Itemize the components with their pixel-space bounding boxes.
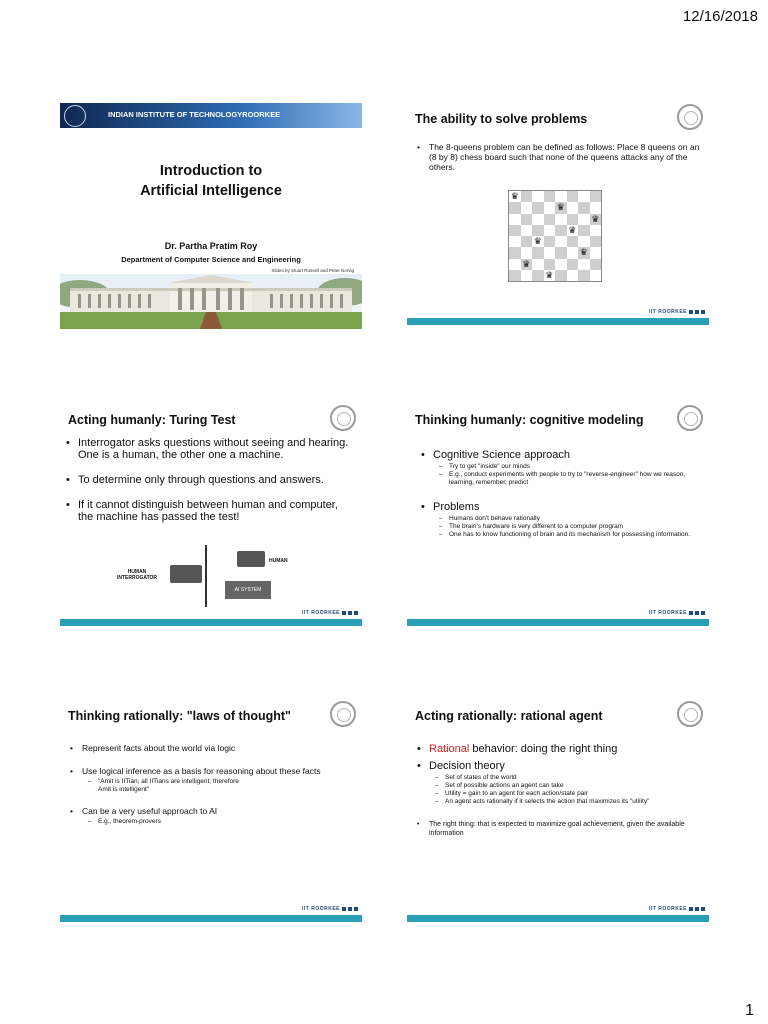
chessboard-square (567, 236, 579, 247)
chessboard-square (590, 225, 602, 236)
slide-3 (60, 401, 362, 626)
accent-bar (407, 915, 709, 922)
author: Dr. Partha Pratim Roy (164, 241, 258, 251)
chessboard-square (521, 225, 533, 236)
chessboard-square (567, 214, 579, 225)
chessboard-square (578, 225, 590, 236)
divider-wall (205, 545, 207, 607)
list-item: – An agent acts rationally if it selects the action that maximizes its "utility" (435, 798, 699, 806)
chessboard-square (567, 202, 579, 213)
institute-seal-icon (677, 701, 703, 727)
chessboard-square (532, 247, 544, 258)
list-item: – Utility = gain to an agent for each action/state pair (435, 790, 699, 798)
chessboard-square (555, 214, 567, 225)
slide-3-title: Acting humanly: Turing Test (68, 413, 236, 427)
chessboard-square (567, 270, 579, 281)
queen-icon: ♛ (579, 247, 588, 258)
chessboard-square (521, 202, 533, 213)
slide-1-title: Introduction to Artificial Intelligence (140, 163, 282, 199)
footer-brand: IIT ROORKEE (649, 610, 705, 616)
slide-6 (407, 697, 709, 922)
slide-5-title: Thinking rationally: "laws of thought" (68, 709, 291, 723)
slide-4-title: Thinking humanly: cognitive modeling (415, 413, 644, 427)
chessboard-square (544, 191, 556, 202)
building-photo (60, 274, 362, 329)
list-item: • Interrogator asks questions without seeing and hearing. One is a human, the other one a machine. (66, 437, 356, 461)
list-item: • The right thing: that is expected to maximize goal achievement, given the available information (417, 820, 699, 838)
chessboard-square (544, 214, 556, 225)
credit: Slides by Stuart Russell and Peter Norvig (271, 268, 354, 273)
slide-3-bullets (66, 437, 356, 523)
chessboard-square (578, 247, 590, 258)
list-item: – Set of possible actions an agent can take (435, 782, 699, 790)
interrogator-label: HUMAN INTERROGATOR (116, 569, 158, 581)
chessboard-square (509, 191, 521, 202)
slide-2-bullet: • The 8-queens problem can be defined as follows: Place 8 queens on an (8 by 8) chess board such that none of the queens attacks any of the others. (417, 142, 709, 172)
chessboard-square (521, 214, 533, 225)
chessboard-square (521, 191, 533, 202)
queen-icon: ♛ (522, 258, 531, 269)
slide-4 (407, 401, 709, 626)
chessboard-square (509, 202, 521, 213)
institute-seal-icon (330, 405, 356, 431)
chessboard-square (555, 270, 567, 281)
chessboard-square (590, 259, 602, 270)
chessboard-square (555, 259, 567, 270)
footer-brand: IIT ROORKEE (302, 610, 358, 616)
accent-bar (407, 318, 709, 325)
department: Department of Computer Science and Engineering (121, 255, 301, 264)
queen-icon: ♛ (568, 224, 577, 235)
chessboard-square (509, 259, 521, 270)
list-item: – One has to know functioning of brain and its mechanism for possessing information. (439, 531, 697, 539)
turing-diagram (110, 545, 310, 607)
chessboard-square (590, 202, 602, 213)
sub-list (417, 774, 699, 806)
chessboard-square (544, 236, 556, 247)
chessboard-square (544, 270, 556, 281)
chessboard-square (521, 236, 533, 247)
list-item: – Set of states of the world (435, 774, 699, 782)
chessboard-square (555, 225, 567, 236)
chessboard-square (578, 236, 590, 247)
slide-4-body (421, 449, 697, 539)
chessboard-square (590, 214, 602, 225)
chessboard-square (590, 270, 602, 281)
chessboard-square (521, 270, 533, 281)
footer-brand: IIT ROORKEE (302, 906, 358, 912)
footer-brand: IIT ROORKEE (649, 309, 705, 315)
accent-bar (60, 619, 362, 626)
list-item: – Humans don't behave rationally (439, 515, 697, 523)
chessboard-square (532, 270, 544, 281)
list-item: • Represent facts about the world via logic (70, 743, 350, 753)
sub-list (421, 463, 697, 487)
chessboard-square (532, 191, 544, 202)
chessboard-square (521, 259, 533, 270)
accent-bar (407, 619, 709, 626)
chessboard-square (532, 214, 544, 225)
banner-text: INDIAN INSTITUTE OF TECHNOLOGYROORKEE (108, 110, 281, 119)
chessboard-square (590, 247, 602, 258)
list-item: • Decision theory (417, 760, 699, 772)
list-item: • Problems (421, 501, 697, 513)
queen-icon: ♛ (591, 213, 600, 224)
chessboard-square (555, 202, 567, 213)
chessboard-square (567, 247, 579, 258)
list-item: – E.g., theorem-provers (88, 818, 350, 826)
chessboard-square (509, 247, 521, 258)
list-item: – E.g., conduct experiments with people to try to "reverse-engineer" how we reason, learning, remember, predict (439, 471, 697, 487)
chessboard-square (532, 225, 544, 236)
interrogator-terminal-icon (170, 565, 202, 583)
chessboard-square (567, 191, 579, 202)
chessboard-square (532, 259, 544, 270)
slide-6-title: Acting rationally: rational agent (415, 709, 603, 723)
ai-system-box: AI SYSTEM (225, 581, 271, 599)
chessboard-square (544, 247, 556, 258)
queen-icon: ♛ (556, 202, 565, 213)
institute-seal-icon (677, 405, 703, 431)
chessboard-square (521, 247, 533, 258)
list-item: • If it cannot distinguish between human and computer, the machine has passed the test! (66, 499, 356, 523)
list-item: – Try to get "inside" our minds (439, 463, 697, 471)
banner-seal-icon (64, 105, 86, 127)
slide-1 (60, 103, 362, 329)
chessboard-square (590, 236, 602, 247)
slide-1-banner (60, 103, 362, 128)
slide-5-body (70, 743, 350, 826)
list-item: – "Amit is IITian; all IITians are intelligent; therefore Amit is intelligent" (88, 778, 248, 794)
queen-icon: ♛ (510, 191, 519, 201)
list-item: • To determine only through questions and answers. (66, 474, 356, 486)
queen-icon: ♛ (545, 269, 554, 280)
accent-bar (60, 915, 362, 922)
chessboard-square (532, 236, 544, 247)
chessboard-square (544, 202, 556, 213)
chessboard-square (544, 225, 556, 236)
chessboard-square (555, 247, 567, 258)
institute-seal-icon (677, 104, 703, 130)
chessboard-square (532, 202, 544, 213)
chessboard-square (578, 259, 590, 270)
chessboard-square (578, 270, 590, 281)
chessboard-square (509, 270, 521, 281)
print-date: 12/16/2018 (682, 8, 758, 25)
human-terminal-icon (237, 551, 265, 567)
human-label: HUMAN (269, 558, 288, 564)
list-item: • Rational behavior: doing the right thing (417, 743, 699, 755)
chessboard-square (509, 236, 521, 247)
list-item: • Cognitive Science approach (421, 449, 697, 461)
page-number: 1 (745, 1002, 754, 1019)
slide-5 (60, 697, 362, 922)
chessboard-square (578, 191, 590, 202)
slide-2-title: The ability to solve problems (415, 112, 588, 126)
sub-list (421, 515, 697, 539)
chessboard-square (544, 259, 556, 270)
chessboard-square (555, 191, 567, 202)
slide-2 (407, 100, 709, 325)
chessboard-square (555, 236, 567, 247)
slide-6-body (417, 743, 699, 838)
chessboard (508, 190, 602, 282)
queen-icon: ♛ (533, 236, 542, 246)
chessboard-square (509, 225, 521, 236)
chessboard-square (578, 214, 590, 225)
chessboard-square (567, 225, 579, 236)
list-item: • Use logical inference as a basis for reasoning about these facts (70, 766, 350, 776)
chessboard-square (590, 191, 602, 202)
list-item: • Can be a very useful approach to AI (70, 806, 350, 816)
chessboard-square (509, 214, 521, 225)
institute-seal-icon (330, 701, 356, 727)
footer-brand: IIT ROORKEE (649, 906, 705, 912)
list-item: – The brain's hardware is very different to a computer program (439, 523, 697, 531)
chessboard-square (567, 259, 579, 270)
chessboard-square (578, 202, 590, 213)
